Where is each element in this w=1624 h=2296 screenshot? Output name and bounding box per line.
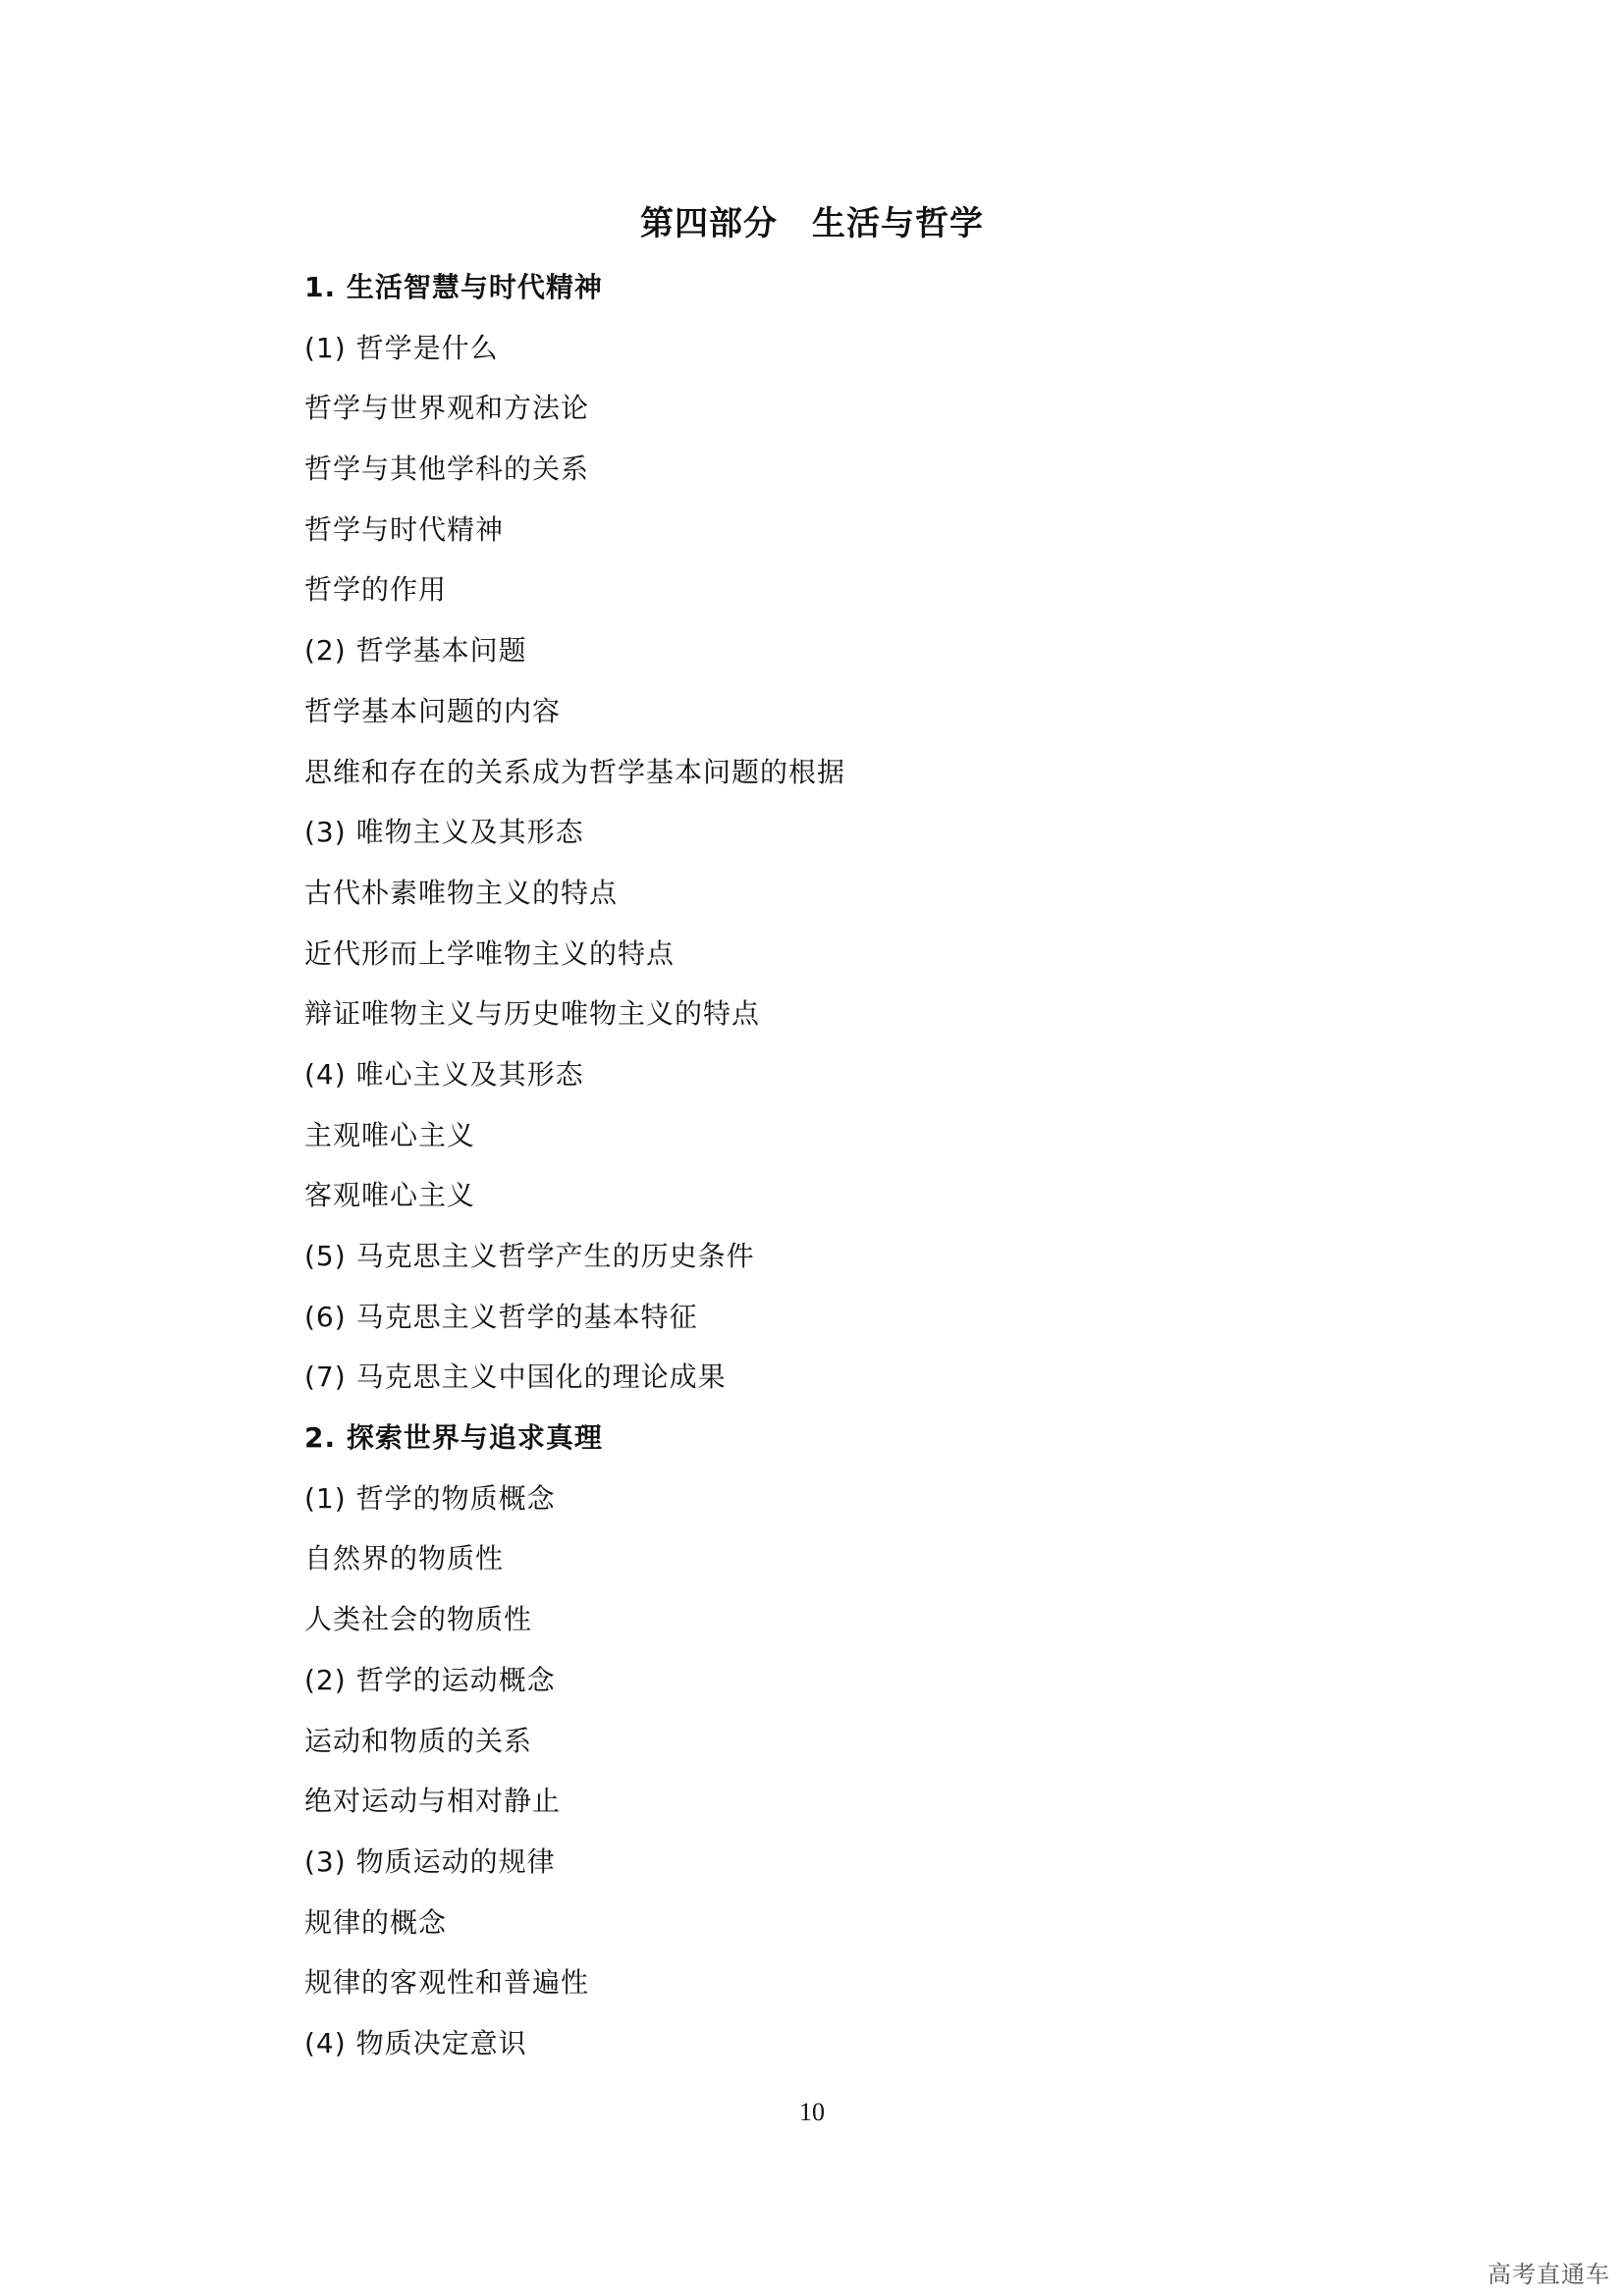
subsection-heading: (5) 马克思主义哲学产生的历史条件 xyxy=(304,1240,755,1272)
outline-item: 近代形而上学唯物主义的特点 xyxy=(304,936,676,970)
subsection-heading: (1) 哲学是什么 xyxy=(304,331,499,364)
subsection-heading: (4) 物质决定意识 xyxy=(304,2026,527,2059)
subsection-heading: (2) 哲学基本问题 xyxy=(304,634,527,667)
outline-item: 哲学与其他学科的关系 xyxy=(304,453,590,486)
page-number: 10 xyxy=(799,2098,825,2126)
subsection-heading: (4) 唯心主义及其形态 xyxy=(304,1057,584,1091)
subsection-heading: (2) 哲学的运动概念 xyxy=(304,1663,556,1696)
outline-item: 哲学基本问题的内容 xyxy=(304,694,562,727)
subsection-heading: (3) 唯物主义及其形态 xyxy=(304,816,584,849)
subsection-heading: (7) 马克思主义中国化的理论成果 xyxy=(304,1361,727,1394)
subsection-heading: (6) 马克思主义哲学的基本特征 xyxy=(304,1300,698,1333)
outline-item: 规律的客观性和普遍性 xyxy=(304,1966,590,2000)
outline-list xyxy=(304,257,1384,2074)
outline-item: 主观唯心主义 xyxy=(304,1118,476,1151)
outline-item: 辩证唯物主义与历史唯物主义的特点 xyxy=(304,997,761,1031)
subsection-heading: (1) 哲学的物质概念 xyxy=(304,1481,556,1515)
outline-item: 哲学的作用 xyxy=(304,573,448,607)
outline-item: 思维和存在的关系成为哲学基本问题的根据 xyxy=(304,755,846,788)
outline-item: 绝对运动与相对静止 xyxy=(304,1785,562,1818)
page-title: 第四部分 生活与哲学 xyxy=(640,204,984,243)
outline-item: 哲学与时代精神 xyxy=(304,512,505,546)
watermark: 高考直通车 xyxy=(1488,2261,1610,2288)
outline-item: 古代朴素唯物主义的特点 xyxy=(304,876,619,909)
outline-item: 人类社会的物质性 xyxy=(304,1603,533,1636)
section-heading: 1. 生活智慧与时代精神 xyxy=(304,271,603,303)
outline-item: 客观唯心主义 xyxy=(304,1179,476,1212)
outline-item: 自然界的物质性 xyxy=(304,1542,505,1575)
section-heading: 2. 探索世界与追求真理 xyxy=(304,1421,603,1455)
subsection-heading: (3) 物质运动的规律 xyxy=(304,1844,556,1878)
outline-item: 规律的概念 xyxy=(304,1905,448,1939)
outline-item: 运动和物质的关系 xyxy=(304,1724,533,1757)
outline-item: 哲学与世界观和方法论 xyxy=(304,392,590,425)
